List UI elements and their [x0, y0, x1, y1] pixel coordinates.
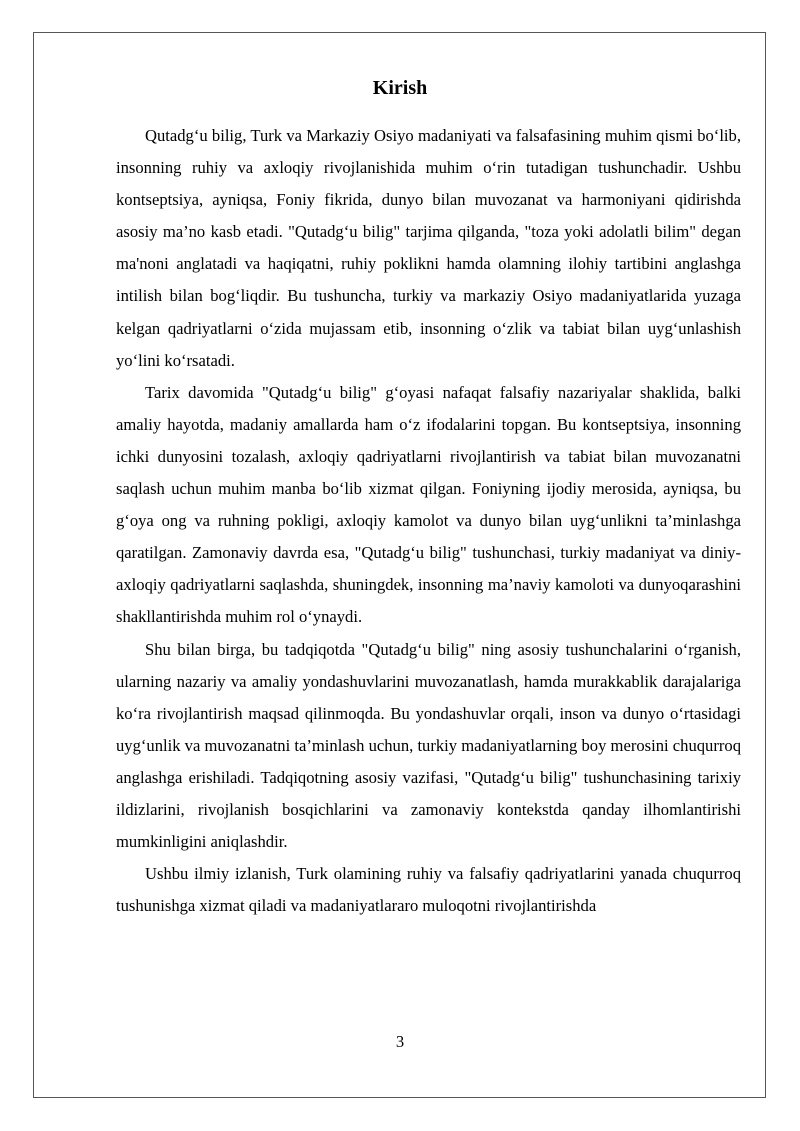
paragraph-2: Tarix davomida "Qutadg‘u bilig" g‘oyasi nafaqat falsafiy nazariyalar shaklida, balki amaliy hayotda, madaniy amallarda ham o‘z ifodalarini topgan. Bu kontseptsiya, insonning ichki dunyosini tozalash, axloqiy qadriyatlarni rivojlantirish va tabiat bilan muvozanatni saqlash uchun muhim manba bo‘lib xizmat qilgan. Foniyning ijodiy merosida, ayniqsa, bu g‘oya ong va ruhning pokligi, axloqiy kamolot va dunyo bilan uyg‘unlikni ta’minlashga qaratilgan. Zamonaviy davrda esa, "Qutadg‘u bilig" tushunchasi, turkiy madaniyat va diniy-axloqiy qadriyatlarni saqlashda, shuningdek, insonning ma’naviy kamoloti va dunyoqarashini shakllantirishda muhim rol o‘ynaydi.	[116, 382, 741, 627]
page-number: 3	[395, 1032, 405, 1051]
paragraph-4: Ushbu ilmiy izlanish, Turk olamining ruhiy va falsafiy qadriyatlarini yanada chuqurroq tushunishga xizmat qiladi va madaniyatlararo muloqotni rivojlantirishda	[116, 864, 741, 916]
paragraph-3: Shu bilan birga, bu tadqiqotda "Qutadg‘u bilig" ning asosiy tushunchalarini o‘rganish, ularning nazariy va amaliy yondashuvlarini muvozanatlash, hamda murakkablik darajalariga ko‘ra rivojlantirish maqsad qilinmoqda. Bu yondashuvlar orqali, inson va dunyo o‘rtasidagi uyg‘unlik va muvozanatni ta’minlash uchun, turkiy madaniyatlarning boy merosini chuqurroq anglashga erishiladi. Tadqiqotning asosiy vazifasi, "Qutadg‘u bilig" tushunchasining tarixiy ildizlarini, rivojlanish bosqichlarini va zamonaviy kontekstda qanday ilhomlantirishi mumkinligini aniqlashdir.	[116, 639, 741, 852]
page-title: Kirish	[372, 77, 428, 99]
paragraph-1: Qutadg‘u bilig, Turk va Markaziy Osiyo madaniyati va falsafasining muhim qismi bo‘lib, insonning ruhiy va axloqiy rivojlanishida muhim o‘rin tutadigan tushunchadir. Ushbu kontseptsiya, ayniqsa, Foniy fikrida, dunyo bilan muvozanat va harmoniyani qidirishda asosiy ma’no kasb etadi. "Qutadg‘u bilig" tarjima qilganda, "toza yoki adolatli bilim" degan ma'noni anglatadi va haqiqatni, ruhiy poklikni hamda olamning ilohiy tartibini anglashga intilish bilan bog‘liqdir. Bu tushuncha, turkiy va markaziy Osiyo madaniyatlarida yuzaga kelgan qadriyatlarni o‘zida mujassam etib, insonning o‘zlik va tabiat bilan uyg‘unlashish yo‘lini ko‘rsatadi.	[116, 126, 741, 370]
document-body	[116, 120, 741, 922]
